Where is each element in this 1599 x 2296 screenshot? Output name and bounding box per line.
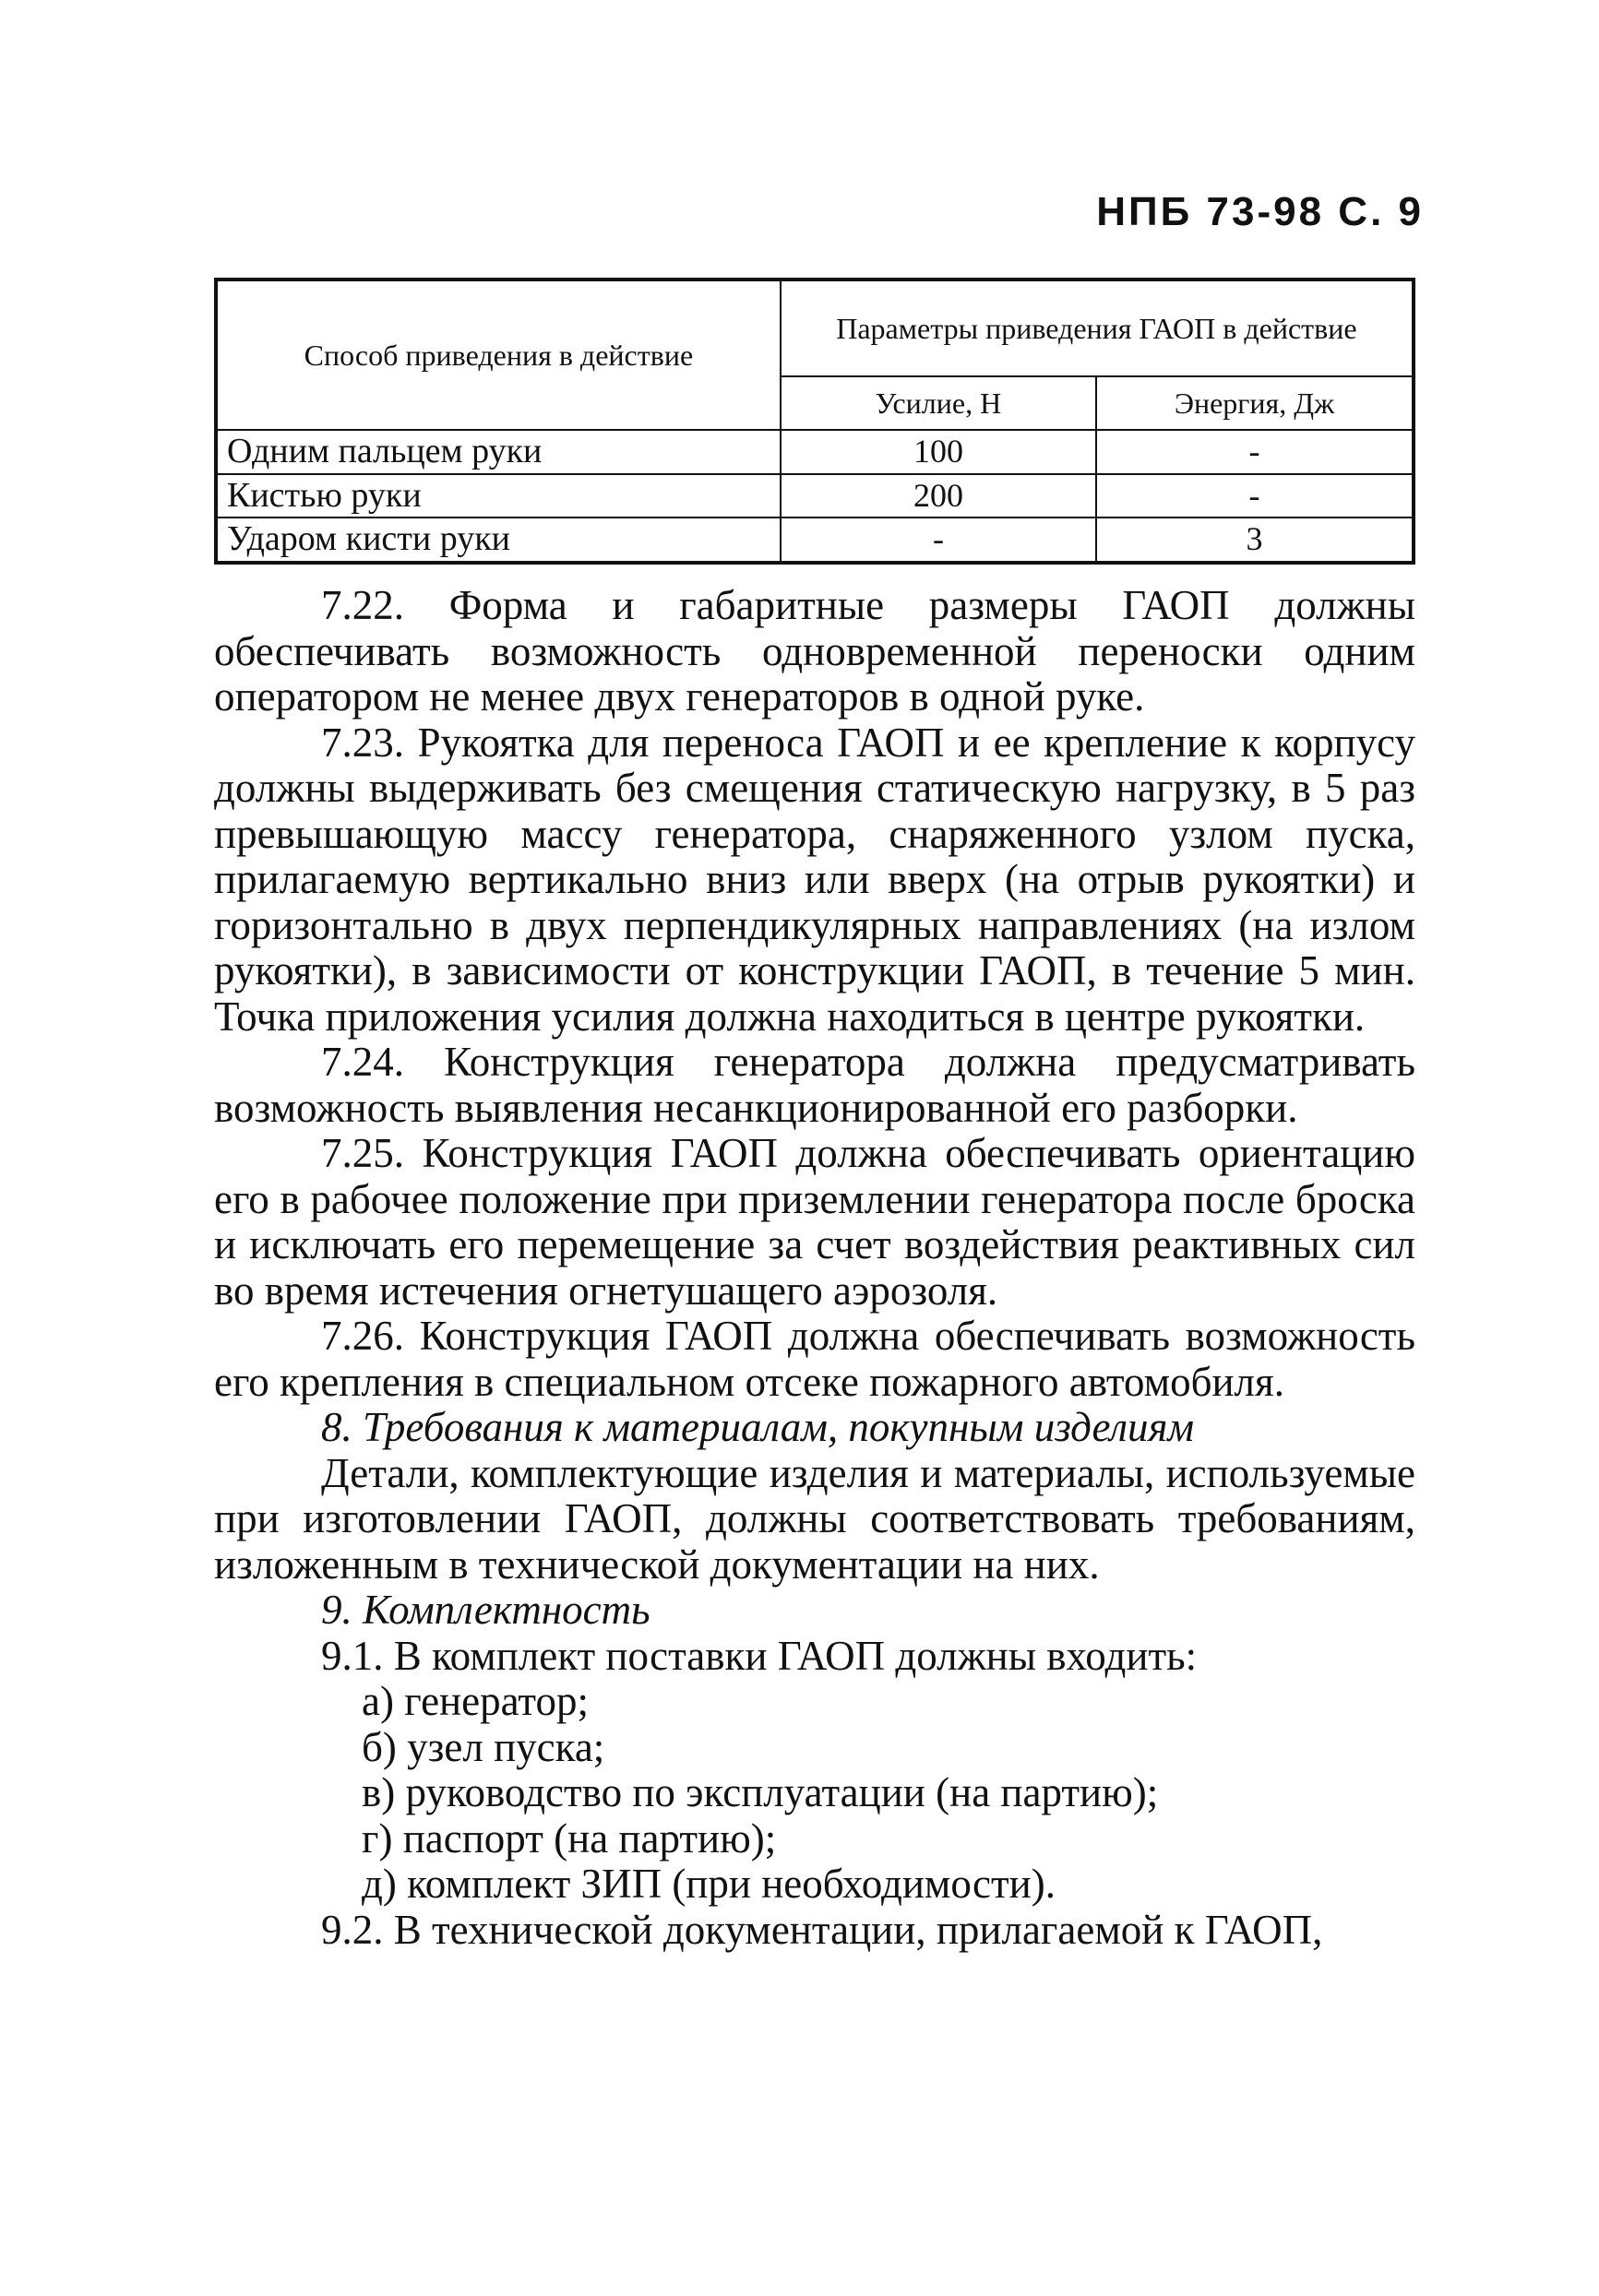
cell-method: Ударом кисти руки <box>216 517 781 563</box>
paragraph-7-26: 7.26. Конструкция ГАОП должна обеспечивать возможность его крепления в специальном отсеке пожарного автомобиля. <box>214 1313 1415 1405</box>
paragraph-7-23: 7.23. Рукоятка для переноса ГАОП и ее крепление к корпусу должны выдерживать без смещения статическую нагрузку, в 5 раз превышающую массу генератора, снаряженного узлом пуска, прилагаемую вертикально вниз или вверх (на отрыв рукоятки) и горизонтально в двух перпендикулярных направлениях (на излом рукоятки), в зависимости от конструкции ГАОП, в течение 5 мин. Точка приложения усилия должна находиться в центре рукоятки. <box>214 719 1415 1040</box>
table-row <box>216 517 1414 563</box>
section-heading-9: 9. Комплектность <box>321 1587 650 1633</box>
header-params: Параметры приведения ГАОП в действие <box>781 280 1414 376</box>
header-energy: Энергия, Дж <box>1096 376 1414 430</box>
cell-force: 200 <box>781 474 1096 518</box>
page-header-doc-ref: НПБ 73-98 С. 9 <box>1096 189 1424 234</box>
header-force: Усилие, Н <box>781 376 1096 430</box>
paragraph-7-22: 7.22. Форма и габаритные размеры ГАОП должны обеспечивать возможность одновременной переноски одним оператором не менее двух генераторов в одной руке. <box>214 582 1415 720</box>
table-row <box>216 430 1414 474</box>
section-heading-8: 8. Требования к материалам, покупным изделиям <box>321 1404 1195 1450</box>
list-item: д) комплект ЗИП (при необходимости). <box>362 1861 1056 1907</box>
paragraph-9-2: 9.2. В технической документации, прилагаемой к ГАОП, <box>321 1906 1323 1953</box>
list-item: г) паспорт (на партию); <box>362 1814 777 1862</box>
list-item: б) узел пуска; <box>362 1723 605 1770</box>
cell-energy: - <box>1096 430 1414 474</box>
activation-params-table <box>214 278 1415 565</box>
header-method: Способ приведения в действие <box>216 280 781 430</box>
cell-method: Одним пальцем руки <box>216 430 781 474</box>
table-header-row <box>216 280 1414 376</box>
list-item: в) руководство по эксплуатации (на партию); <box>362 1769 1159 1815</box>
paragraph-7-25: 7.25. Конструкция ГАОП должна обеспечивать ориентацию его в рабочее положение при приземлении генератора после броска и исключать его перемещение за счет воздействия реактивных сил во время истечения огнетушащего аэрозоля. <box>214 1130 1415 1314</box>
cell-force: 100 <box>781 430 1096 474</box>
cell-force: - <box>781 517 1096 563</box>
cell-energy: 3 <box>1096 517 1414 563</box>
cell-energy: - <box>1096 474 1414 518</box>
table-row <box>216 474 1414 518</box>
paragraph-8: Детали, комплектующие изделия и материалы, используемые при изготовлении ГАОП, должны соответствовать требованиям, изложенным в технической документации на них. <box>214 1449 1415 1588</box>
list-item: а) генератор; <box>362 1678 589 1724</box>
paragraph-9-1: 9.1. В комплект поставки ГАОП должны входить: <box>321 1632 1198 1679</box>
paragraph-7-24: 7.24. Конструкция генератора должна предусматривать возможность выявления несанкционированной его разборки. <box>214 1039 1415 1131</box>
body-text <box>214 583 1415 1953</box>
cell-method: Кистью руки <box>216 474 781 518</box>
